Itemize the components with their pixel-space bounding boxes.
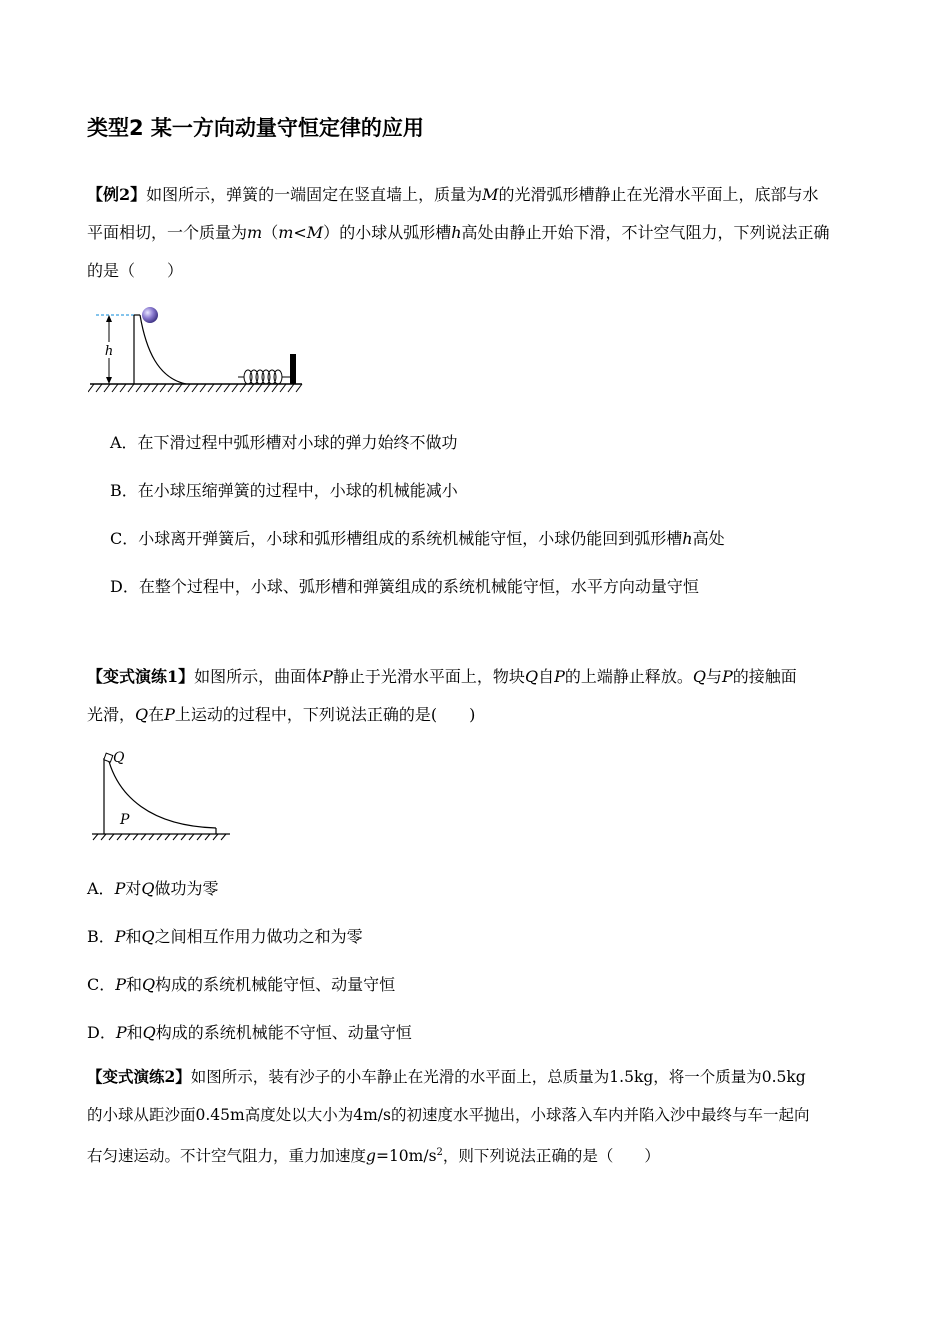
ground-hatch [88,384,302,392]
variant2-line-1: 【变式演练2】如图所示，装有沙子的小车静止在光滑的水平面上，总质量为1.5kg，将一个质量为0.5kg [87,1067,806,1086]
spring-icon [238,370,290,384]
example2-figure [88,300,308,400]
variant1-option-d: D．P和Q构成的系统机械能不守恒、动量守恒 [87,1023,412,1042]
variant1-figure [90,746,235,846]
variant2-tag: 【变式演练2】 [87,1067,191,1086]
height-arrow-up-head [106,315,112,322]
variant2-line-2: 的小球从距沙面0.45m高度处以大小为4m/s的初速度水平抛出，小球落入车内并陷入沙中最终与车一起向 [87,1106,810,1124]
variant1-option-a: A．P对Q做功为零 [87,879,219,898]
section-title: 类型2 某一方向动量守恒定律的应用 [87,116,424,140]
variant1-option-c: C．P和Q构成的系统机械能守恒、动量守恒 [87,975,396,994]
variant1-tag: 【变式演练1】 [87,667,195,686]
slot-curve [140,315,186,384]
height-label: h [104,344,114,359]
v1-label-q: Q [113,750,125,766]
example2-line-1: 【例2】如图所示，弹簧的一端固定在竖直墙上，质量为M的光滑弧形槽静止在光滑水平面上，底部与水 [87,185,819,204]
ball [142,307,158,323]
variant2-line-3: 右匀速运动。不计空气阻力，重力加速度$g=10m/s^2$，则下列说法正确的是（ ） [87,1147,660,1166]
example2-line-2: 平面相切，一个质量为m（m<M）的小球从弧形槽h高处由静止开始下滑，不计空气阻力，下列说法正确 [87,223,830,242]
v1-ground-hatch [93,834,226,840]
v1-block-q [104,753,113,762]
height-arrow-down-head [106,377,112,384]
wall [290,354,296,384]
example2-option-c: C．小球离开弹簧后，小球和弧形槽组成的系统机械能守恒，小球仍能回到弧形槽h高处 [110,529,725,548]
example2-question [87,176,830,290]
variant1-question [87,658,797,734]
variant2-question [87,1058,809,1175]
variant1-option-b: B．P和Q之间相互作用力做功之和为零 [87,927,363,946]
example2-tag: 【例2】 [87,185,147,204]
example2-option-a: A．在下滑过程中弧形槽对小球的弹力始终不做功 [110,433,458,452]
variant1-line-2: 光滑，Q在P上运动的过程中，下列说法正确的是( ) [87,705,476,724]
example2-option-d: D．在整个过程中，小球、弧形槽和弹簧组成的系统机械能守恒，水平方向动量守恒 [110,577,699,596]
v1-label-p: P [120,812,130,828]
example2-line-3: 的是（ ） [87,261,184,280]
variant1-line-1: 【变式演练1】如图所示，曲面体P静止于光滑水平面上，物块Q自P的上端静止释放。Q与P的接触面 [87,667,797,686]
example2-option-b: B．在小球压缩弹簧的过程中，小球的机械能减小 [110,481,458,500]
